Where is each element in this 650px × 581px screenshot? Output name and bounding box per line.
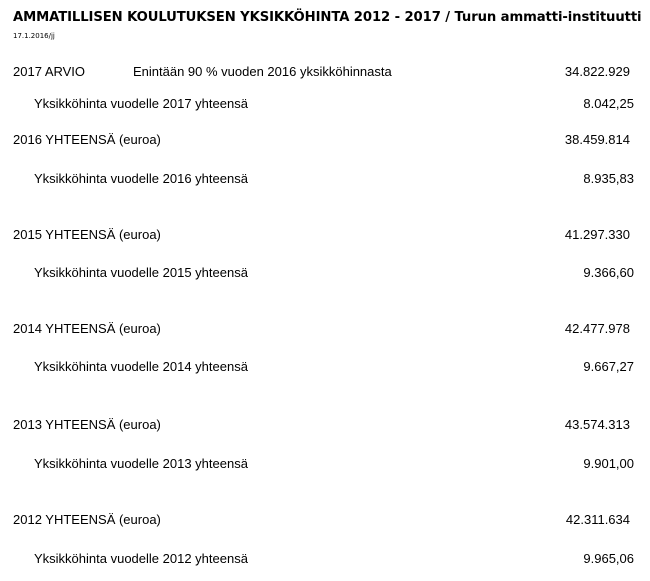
total-row-2015	[0, 226, 650, 244]
row-label: Yksikköhinta vuodelle 2014 yhteensä	[34, 359, 248, 374]
row-value: 9.901,00	[583, 456, 634, 471]
document-title: AMMATILLISEN KOULUTUKSEN YKSIKKÖHINTA 2012 - 2017 / Turun ammatti-instituutti	[13, 10, 642, 25]
row-label: Yksikköhinta vuodelle 2017 yhteensä	[34, 96, 248, 111]
row-value: 8.042,25	[583, 96, 634, 111]
row-value: 9.366,60	[583, 265, 634, 280]
row-value: 9.965,06	[583, 551, 634, 566]
row-label: 2015 YHTEENSÄ (euroa)	[13, 227, 161, 242]
total-row-2017	[0, 63, 650, 81]
row-label: 2012 YHTEENSÄ (euroa)	[13, 512, 161, 527]
row-value: 34.822.929	[564, 64, 630, 79]
row-value: 42.311.634	[565, 512, 630, 527]
document-date: 17.1.2016/jj	[13, 32, 55, 40]
unit-price-row-2015	[0, 264, 650, 282]
row-label: 2014 YHTEENSÄ (euroa)	[13, 321, 161, 336]
total-row-2013	[0, 416, 650, 434]
row-note: Enintään 90 % vuoden 2016 yksikköhinnasta	[133, 64, 392, 79]
unit-price-row-2012	[0, 550, 650, 568]
row-label: 2017 ARVIO	[13, 64, 86, 79]
row-label: Yksikköhinta vuodelle 2013 yhteensä	[34, 456, 248, 471]
row-value: 42.477.978	[564, 321, 630, 336]
row-value: 41.297.330	[564, 227, 630, 242]
total-row-2012	[0, 511, 650, 529]
row-label: Yksikköhinta vuodelle 2015 yhteensä	[34, 265, 248, 280]
row-value: 8.935,83	[583, 171, 634, 186]
unit-price-row-2013	[0, 455, 650, 473]
row-value: 38.459.814	[564, 132, 630, 147]
unit-price-row-2016	[0, 170, 650, 188]
total-row-2016	[0, 131, 650, 149]
unit-price-row-2014	[0, 358, 650, 376]
row-label: Yksikköhinta vuodelle 2016 yhteensä	[34, 171, 248, 186]
row-value: 9.667,27	[583, 359, 634, 374]
total-row-2014	[0, 320, 650, 338]
row-label: 2016 YHTEENSÄ (euroa)	[13, 132, 161, 147]
row-value: 43.574.313	[564, 417, 630, 432]
unit-price-row-2017	[0, 95, 650, 113]
row-label: Yksikköhinta vuodelle 2012 yhteensä	[34, 551, 248, 566]
row-label: 2013 YHTEENSÄ (euroa)	[13, 417, 161, 432]
